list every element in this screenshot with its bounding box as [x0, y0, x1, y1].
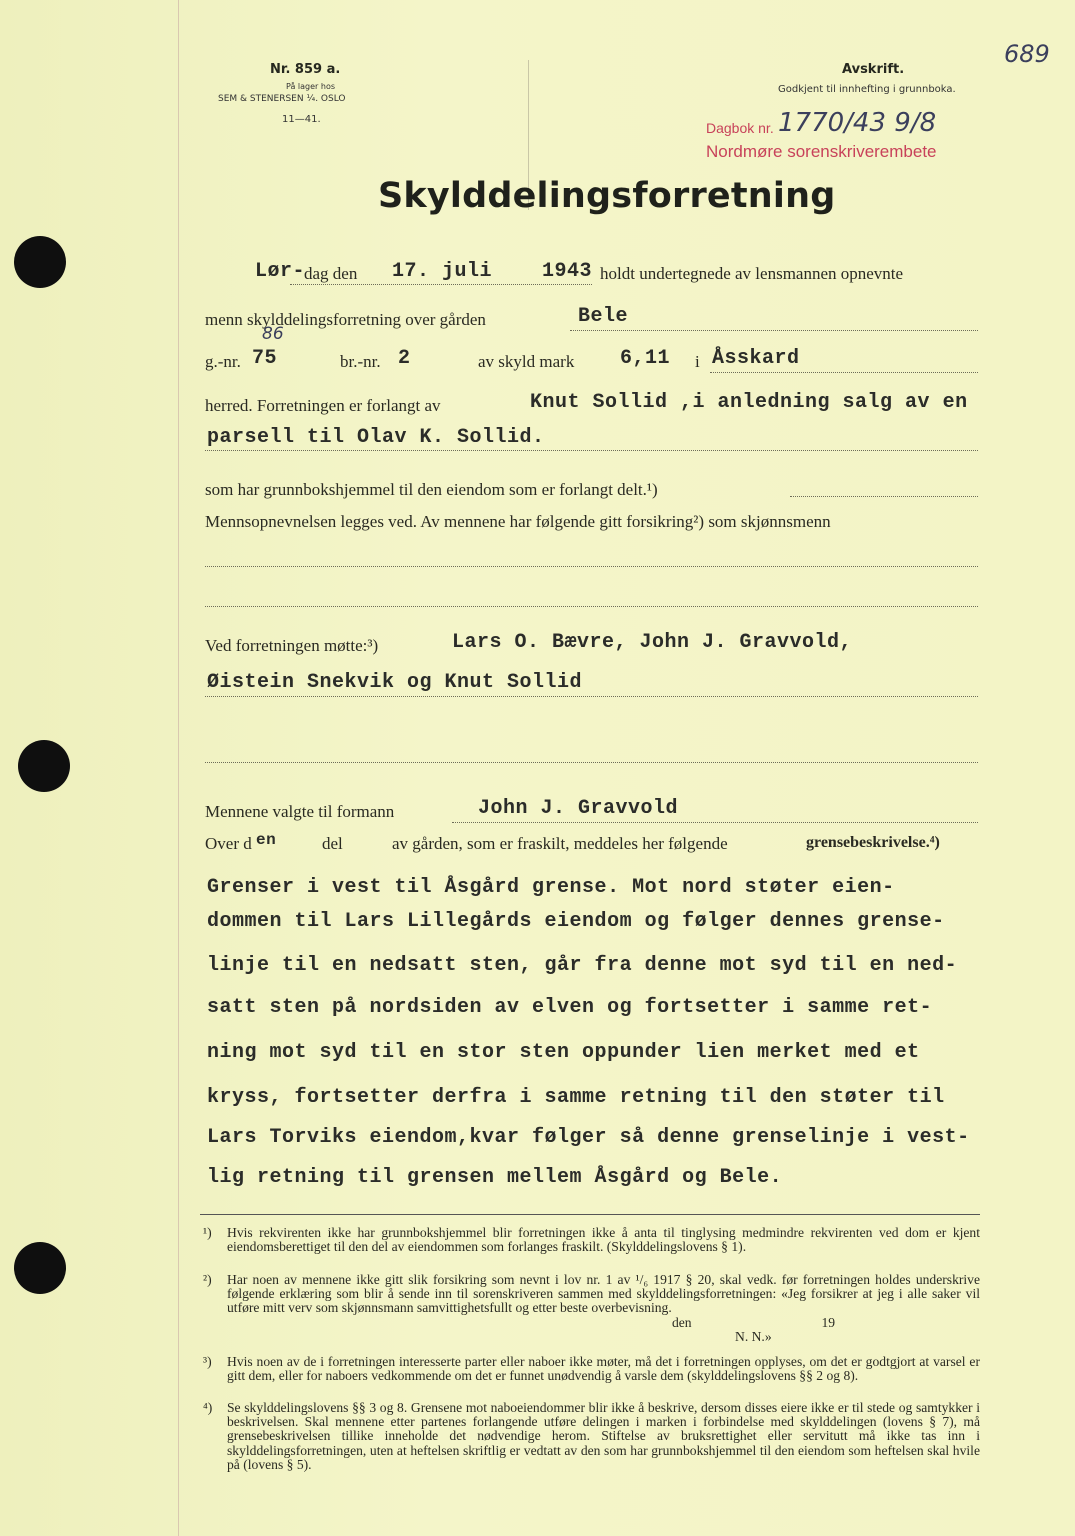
- gnr-value: 75: [252, 347, 278, 370]
- dotted-rule: [205, 566, 978, 567]
- dotted-rule: [710, 372, 978, 373]
- boundary-line: linje til en nedsatt sten, går fra denne mot syd til en ned-: [207, 954, 958, 977]
- court-stamp: Nordmøre sorenskriverembete: [706, 142, 937, 161]
- gnr-correction: 86: [262, 324, 284, 344]
- day-label: dag den: [304, 264, 358, 283]
- footnote-number: ²): [203, 1272, 212, 1287]
- copy-note: Godkjent til innhefting i grunnboka.: [778, 84, 956, 95]
- dotted-rule: [570, 330, 978, 331]
- page-number: 689: [1004, 40, 1050, 68]
- line1-rest: holdt undertegnede av lensmannen opnevnte: [600, 264, 904, 283]
- day-typed: Lør-: [255, 260, 306, 283]
- diary-stamp-label: Dagbok nr.: [706, 120, 774, 136]
- boundary-line: Lars Torviks eiendom,kvar følger så denne grenselinje i vest-: [207, 1126, 970, 1149]
- boundary-del: del: [322, 834, 343, 853]
- boundary-line: ning mot syd til en stor sten oppunder lien merket med et: [207, 1041, 920, 1064]
- year-typed: 1943: [542, 260, 593, 283]
- boundary-rest: av gården, som er fraskilt, meddeles her følgende: [392, 834, 728, 853]
- footnote-rule: [200, 1214, 980, 1215]
- attendance-label: Ved forretningen møtte:³): [205, 636, 379, 655]
- dotted-rule: [452, 822, 978, 823]
- dotted-rule: [205, 606, 978, 607]
- margin-line: [178, 0, 179, 1536]
- punch-hole: [14, 1242, 66, 1294]
- line7-printed: Mennsopnevnelsen legges ved. Av mennene har følgende gitt forsikring²) som skjønnsmenn: [205, 512, 831, 531]
- dotted-rule: [205, 450, 978, 451]
- footnote-nn: N. N.»: [735, 1328, 772, 1344]
- footnote-year: 19: [821, 1314, 836, 1330]
- line2-printed: menn skylddelingsforretning over gården: [205, 310, 486, 329]
- footnote-2: [205, 1273, 980, 1344]
- publisher-name: SEM & STENERSEN ¼. OSLO: [218, 94, 346, 104]
- footnote-4: [205, 1401, 980, 1472]
- herred-prefix: i: [695, 352, 700, 371]
- footnote-text: Hvis noen av de i forretningen interesserte parter eller naboer ikke møter, må det i forretningen opplyses, om det er godtgjort at varsel er gitt dem, eller for naboers vedkommende om det er funnet unødvendig å varsle dem (skylddelingslovens §§ 2 og 8).: [227, 1354, 980, 1384]
- date-typed: 17. juli: [392, 260, 493, 283]
- punch-hole: [18, 740, 70, 792]
- attendance-typed-2: Øistein Snekvik og Knut Sollid: [207, 671, 583, 694]
- dotted-rule: [790, 496, 978, 497]
- form-date: 11—41.: [282, 114, 321, 125]
- chairman-label: Mennene valgte til formann: [205, 802, 395, 821]
- dotted-rule: [205, 696, 978, 697]
- boundary-line: Grenser i vest til Åsgård grense. Mot nord støter eien-: [207, 876, 895, 899]
- parcel-typed: parsell til Olav K. Sollid.: [207, 426, 545, 449]
- footnote-number: ³): [203, 1354, 212, 1369]
- boundary-over: Over d: [205, 834, 252, 853]
- boundary-line: dommen til Lars Lillegårds eiendom og følger dennes grense-: [207, 910, 945, 933]
- attendance-typed-1: Lars O. Bævre, John J. Gravvold,: [452, 631, 853, 654]
- footnote-text: Se skylddelingslovens §§ 3 og 8. Grensene mot naboeiendommer blir ikke å beskrive, dersom disses eiere ikke er til stede og samtykker i beskrivelsen. Skal mennene etter partenes forlangende utføre delingen i marken i forbindelse med skylddelingen (lovens § 7), må grensebeskrivelsen tillike inneholde det nødvendige herom. Stiftelse av bruksrettighet eller servitutt må ikke tas inn i skylddelingsforretningen, uten at heftelsen skriftlig er vedtatt av den som har grunnbokshjemmel til den eiendom som heftelsen skal hvile på (lovens § 5).: [227, 1400, 980, 1472]
- boundary-bold-label: grensebeskrivelse.⁴): [806, 834, 940, 851]
- footnote-den: den: [671, 1314, 692, 1330]
- footnote-number: ¹): [203, 1225, 212, 1240]
- footnote-text: Har noen av mennene ikke gitt slik forsikring som nevnt i lov nr. 1 av ¹/₆ 1917 § 20, skal vedk. før forretningen holdes underskrive følgende erklæring som blir å sende inn til sorenskriveren sammen med skylddelingsforretningen: «Jeg forsikrer at jeg i alle saker vil utføre mitt verv som skjønnsmann samvittighetsfullt og etter beste overbevisning.: [227, 1272, 980, 1316]
- boundary-line: satt sten på nordsiden av elven og fortsetter i samme ret-: [207, 996, 933, 1019]
- copy-label: Avskrift.: [842, 62, 905, 77]
- boundary-over-typed: en: [256, 831, 277, 849]
- footnote-signature-row: [227, 1316, 980, 1330]
- skyld-label: av skyld mark: [478, 352, 575, 371]
- gnr-label: g.-nr.: [205, 352, 241, 371]
- dotted-rule: [205, 762, 978, 763]
- requester-typed: Knut Sollid ,i anledning salg av en: [530, 391, 968, 414]
- footnote-number: ⁴): [203, 1400, 213, 1415]
- skyld-value: 6,11: [620, 347, 671, 370]
- footnote-text: Hvis rekvirenten ikke har grunnbokshjemmel blir forretningen ikke å anta til tinglysing medmindre rekvirenten ved dom er kjent eiendomsberettiget til den del av eiendommen som forlanges fraskilt. (Skylddelingslovens § 1).: [227, 1225, 980, 1255]
- chairman-typed: John J. Gravvold: [478, 797, 679, 820]
- page-title: Skylddelingsforretning: [378, 176, 836, 216]
- farm-name: Bele: [578, 305, 629, 328]
- footnote-3: [205, 1355, 980, 1383]
- boundary-line: lig retning til grensen mellem Åsgård og Bele.: [207, 1166, 783, 1189]
- dotted-rule: [290, 284, 592, 285]
- line6-printed: som har grunnbokshjemmel til den eiendom som er forlangt delt.¹): [205, 480, 658, 499]
- punch-hole: [14, 236, 66, 288]
- form-number: Nr. 859 a.: [270, 62, 341, 77]
- bnr-label: br.-nr.: [340, 352, 381, 371]
- diary-number-handwritten: 1770/43 9/8: [778, 108, 937, 138]
- publisher-line: På lager hos: [286, 82, 335, 91]
- line4-printed: herred. Forretningen er forlangt av: [205, 396, 441, 415]
- boundary-line: kryss, fortsetter derfra i samme retning til den støter til: [207, 1086, 945, 1109]
- bnr-value: 2: [398, 347, 411, 370]
- footnote-1: [205, 1226, 980, 1254]
- herred-value: Åsskard: [712, 347, 800, 370]
